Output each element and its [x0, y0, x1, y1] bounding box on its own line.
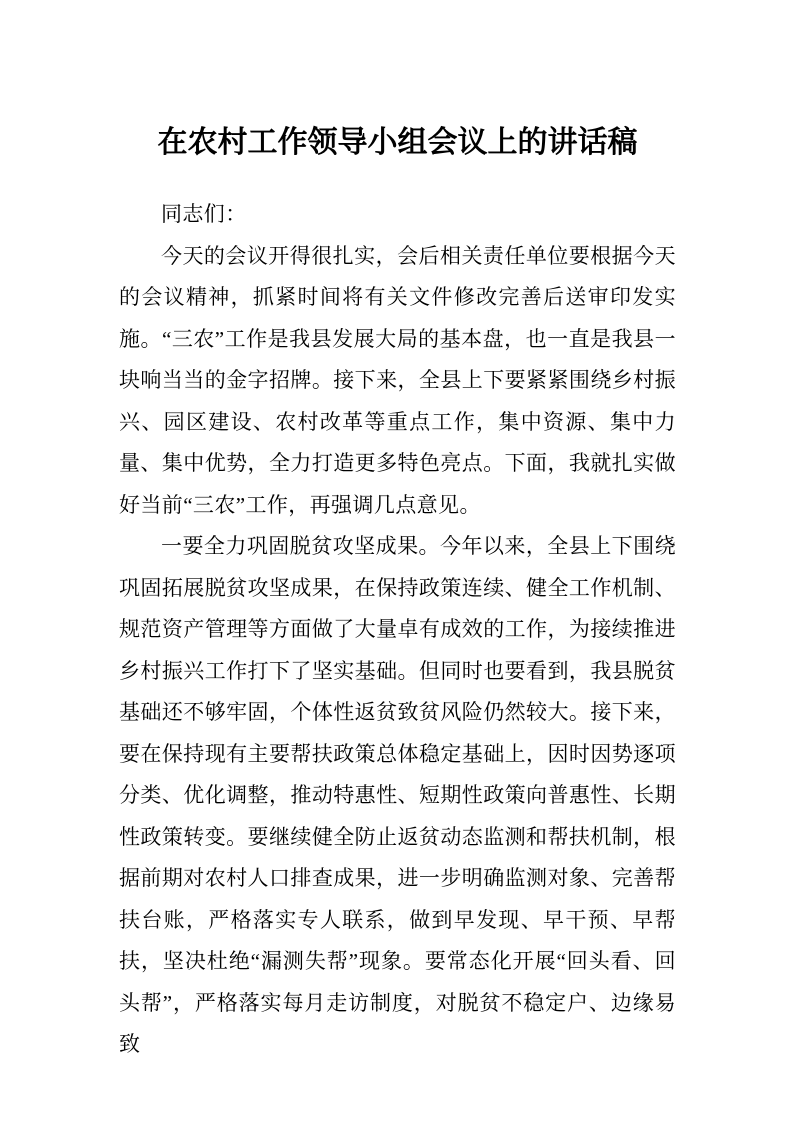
document-title: 在农村工作领导小组会议上的讲话稿 — [157, 126, 638, 159]
document-body — [119, 194, 676, 1066]
paragraph-intro: 今天的会议开得很扎实，会后相关责任单位要根据今天的会议精神，抓紧时间将有关文件修改完善后送审印发实施。“三农”工作是我县发展大局的基本盘，也一直是我县一块响当当的金字招牌。接下来，全县上下要紧紧围绕乡村振兴、园区建设、农村改革等重点工作，集中资源、集中力量、集中优势，全力打造更多特色亮点。下面，我就扎实做好当前“三农”工作，再强调几点意见。 — [119, 243, 676, 517]
paragraph-salutation: 同志们： — [161, 202, 247, 226]
paragraph-point-one: 一要全力巩固脱贫攻坚成果。今年以来，全县上下围绕巩固拓展脱贫攻坚成果，在保持政策连续、健全工作机制、规范资产管理等方面做了大量卓有成效的工作，为接续推进乡村振兴工作打下了坚实基础。但同时也要看到，我县脱贫基础还不够牢固，个体性返贫致贫风险仍然较大。接下来，要在保持现有主要帮扶政策总体稳定基础上，因时因势逐项分类、优化调整，推动特惠性、短期性政策向普惠性、长期性政策转变。要继续健全防止返贫动态监测和帮扶机制，根据前期对农村人口排查成果，进一步明确监测对象、完善帮扶台账，严格落实专人联系，做到早发现、早干预、早帮扶，坚决杜绝“漏测失帮”现象。要常态化开展“回头看、回头帮”，严格落实每月走访制度，对脱贫不稳定户、边缘易致 — [119, 534, 676, 1056]
